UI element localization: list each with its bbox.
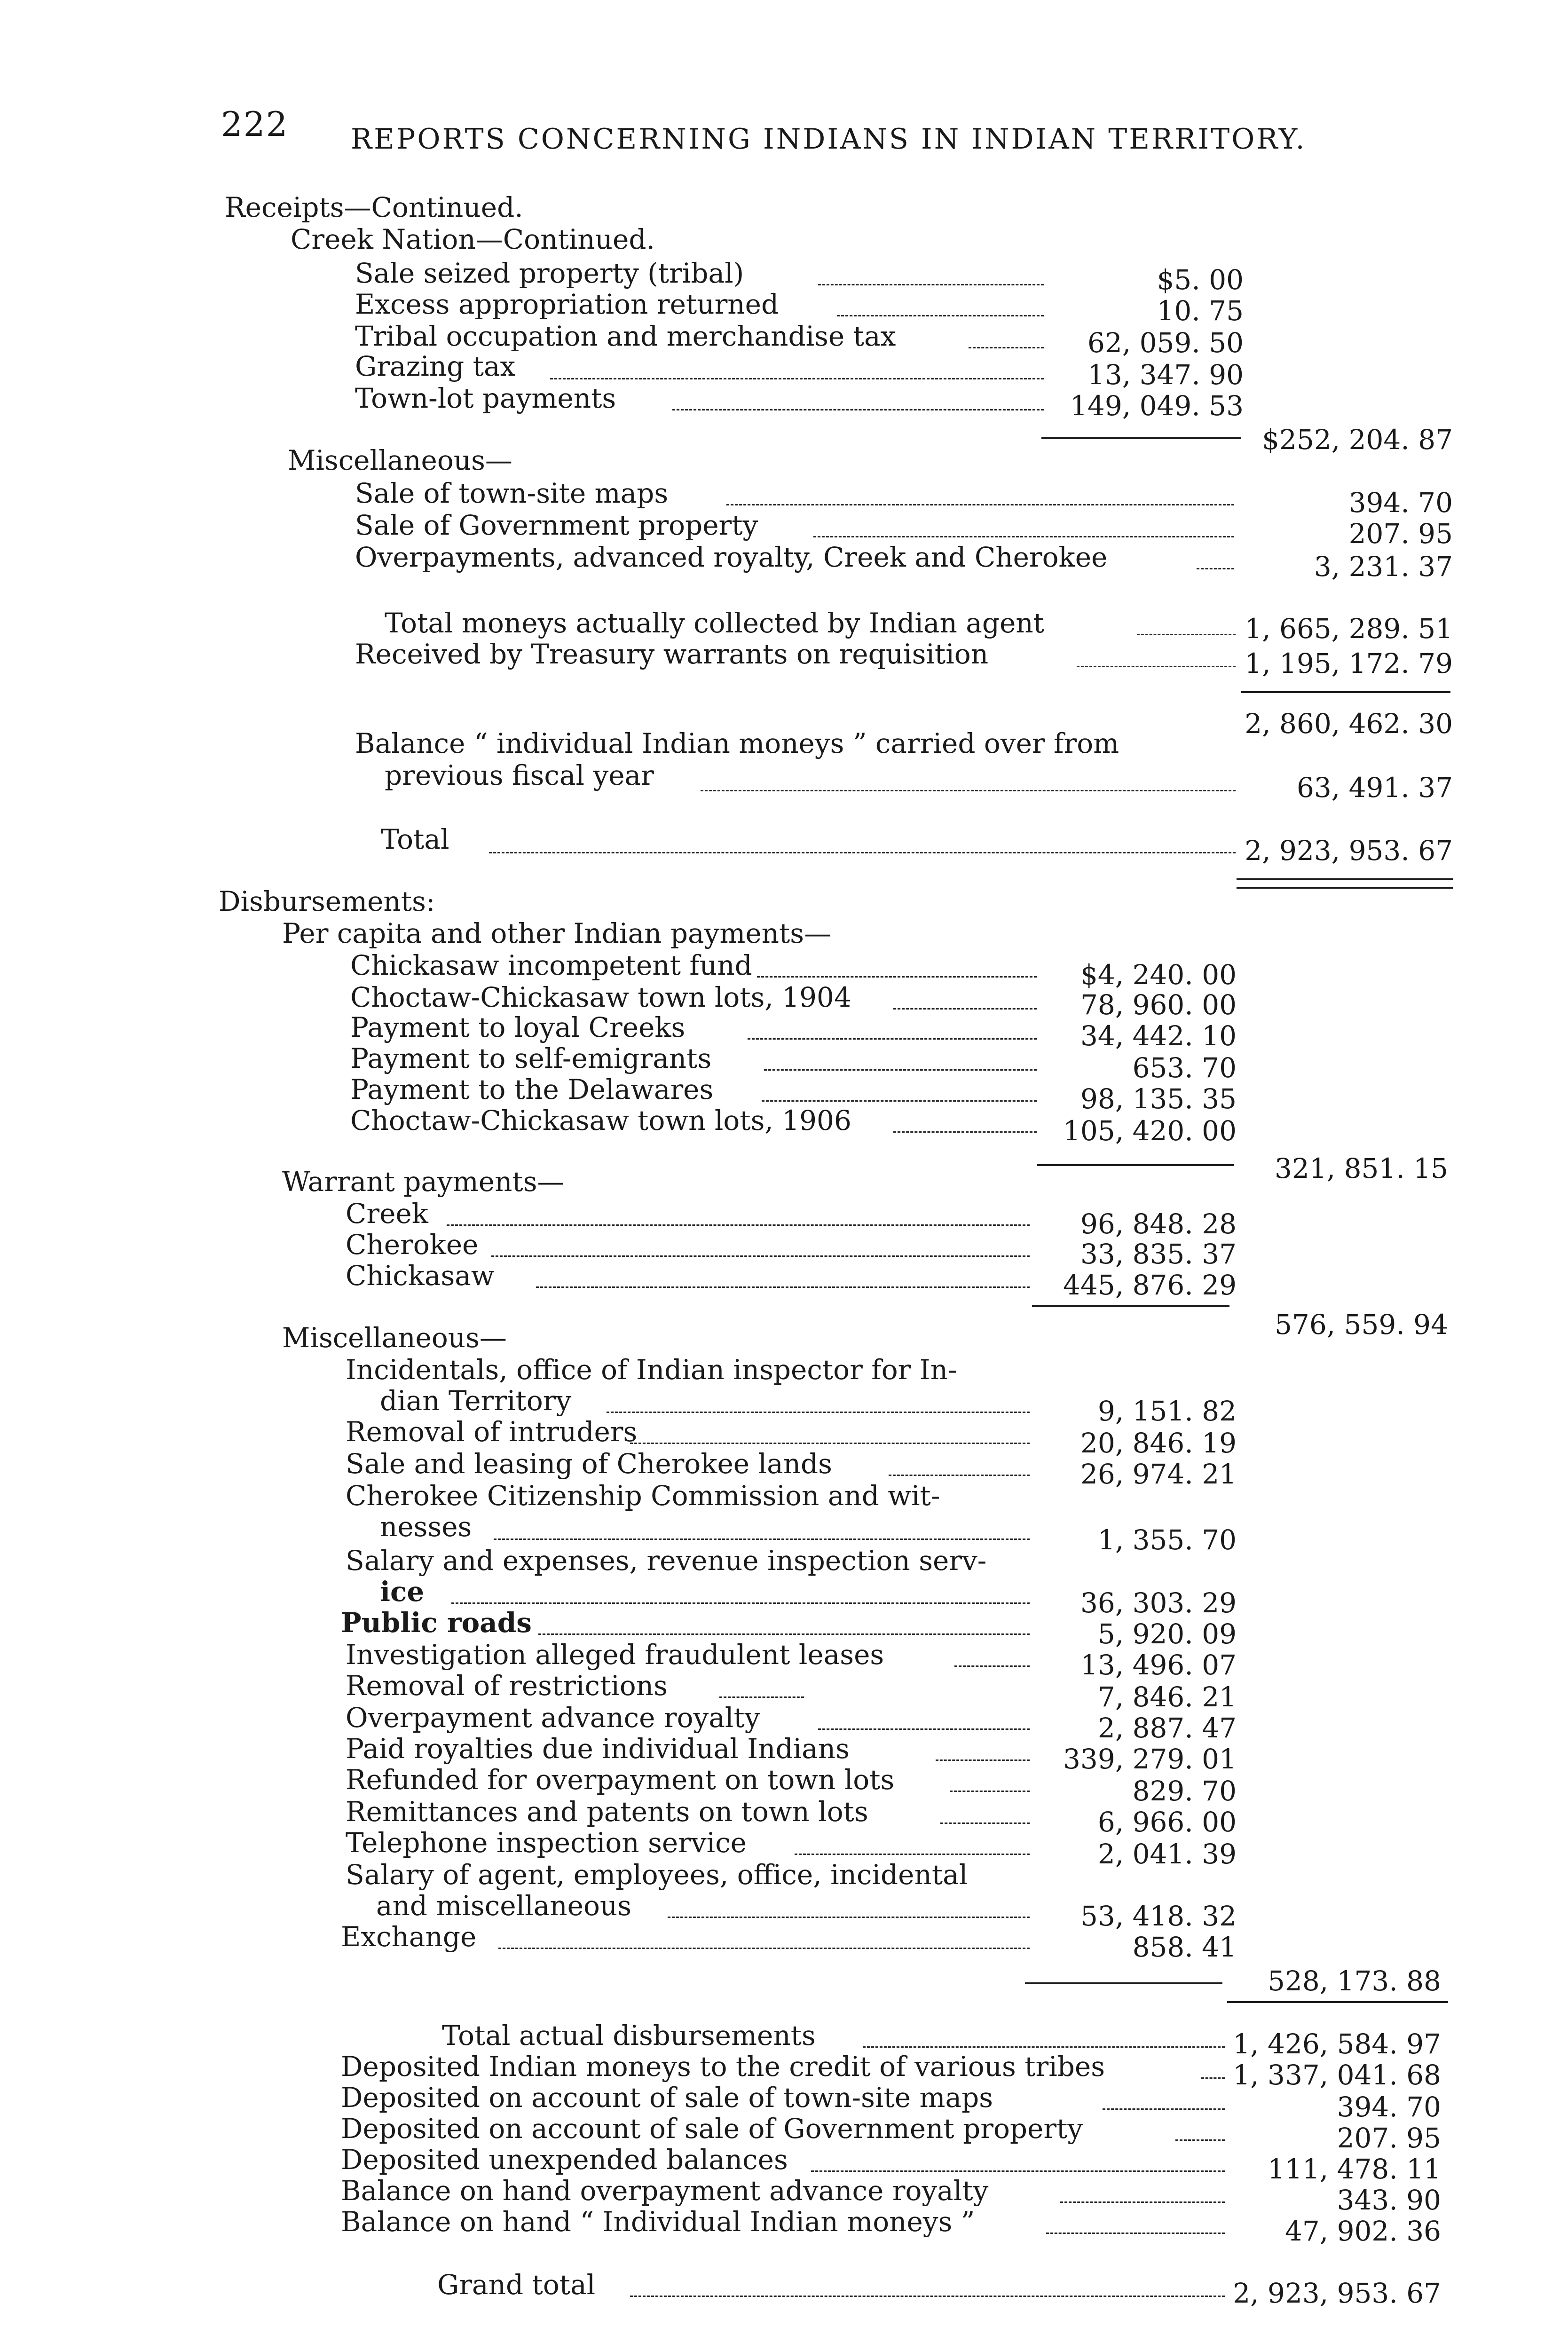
- line-label: Payment to self-emigrants: [350, 1042, 712, 1074]
- dot-leader: [813, 536, 1234, 537]
- line-label: Cherokee Citizenship Commission and wit-: [346, 1480, 940, 1512]
- dot-leader: [630, 2296, 1225, 2297]
- dot-leader: [1103, 2108, 1225, 2110]
- line-label: Excess appropriation returned: [355, 288, 779, 320]
- summary-amount: 47, 902. 36: [1284, 2215, 1441, 2247]
- dot-leader: [1175, 2139, 1225, 2141]
- summary-label: Deposited unexpended balances: [341, 2144, 788, 2176]
- line-amount: 858. 41: [1132, 1931, 1237, 1963]
- summary-amount: 343. 90: [1337, 2184, 1441, 2216]
- dot-leader: [950, 1791, 1030, 1792]
- summary-amount: 207. 95: [1337, 2122, 1441, 2154]
- line-label: Payment to the Delawares: [350, 1073, 714, 1105]
- line-label: Chickasaw incompetent fund: [350, 949, 752, 981]
- dot-leader: [1077, 666, 1236, 667]
- dot-leader: [969, 347, 1044, 348]
- line-amount: 34, 442. 10: [1080, 1020, 1237, 1052]
- total-label: Total: [381, 823, 449, 855]
- summary-label: Deposited on account of sale of town-site maps: [341, 2082, 993, 2114]
- line-label: Overpayment advance royalty: [346, 1702, 760, 1734]
- line-label: Telephone inspection service: [346, 1827, 747, 1859]
- dot-leader: [889, 1475, 1030, 1476]
- dot-leader: [489, 852, 1236, 853]
- line-amount: 6, 966. 00: [1097, 1806, 1237, 1838]
- balance-label: Balance “ individual Indian moneys ” carried over from: [355, 727, 1119, 759]
- page-title: REPORTS CONCERNING INDIANS IN INDIAN TERRITORY.: [351, 123, 1307, 156]
- dot-leader: [726, 504, 1234, 505]
- dot-leader: [447, 1224, 1030, 1226]
- receipts-sum: 2, 860, 462. 30: [1245, 708, 1453, 740]
- sum-rule: [1241, 691, 1450, 693]
- dot-leader: [837, 315, 1044, 316]
- dot-leader: [764, 1069, 1037, 1071]
- dot-leader: [757, 976, 1037, 978]
- per-capita-subtotal: 321, 851. 15: [1275, 1152, 1448, 1184]
- line-label-cont: dian Territory: [380, 1385, 572, 1417]
- dot-leader: [536, 1286, 1030, 1288]
- line-label: Choctaw-Chickasaw town lots, 1906: [350, 1104, 851, 1136]
- dot-leader: [498, 1948, 1030, 1949]
- dot-leader: [1197, 568, 1234, 569]
- line-label: Removal of restrictions: [346, 1670, 668, 1702]
- line-label: Tribal occupation and merchandise tax: [355, 320, 896, 352]
- line-amount: 36, 303. 29: [1080, 1587, 1237, 1619]
- total-collected: 1, 665, 289. 51: [1245, 613, 1453, 645]
- summary-amount: 1, 337, 041. 68: [1233, 2059, 1441, 2091]
- dot-leader: [1060, 2201, 1225, 2203]
- line-amount: 7, 846. 21: [1097, 1681, 1237, 1713]
- line-amount: 2, 041. 39: [1097, 1838, 1237, 1870]
- line-label: Creek: [346, 1198, 428, 1230]
- line-amount: 2, 887. 47: [1097, 1712, 1237, 1744]
- line-amount: 53, 418. 32: [1080, 1900, 1237, 1932]
- line-label: Sale seized property (tribal): [355, 257, 744, 289]
- dot-leader: [538, 1633, 1030, 1635]
- line-amount: 78, 960. 00: [1080, 989, 1237, 1021]
- line-label: Overpayments, advanced royalty, Creek and Cherokee: [355, 541, 1108, 573]
- dot-leader: [748, 1038, 1037, 1040]
- line-amount: 339, 279. 01: [1063, 1743, 1237, 1775]
- dot-leader: [936, 1759, 1030, 1761]
- line-label: Payment to loyal Creeks: [350, 1011, 686, 1043]
- double-rule: [1237, 878, 1453, 880]
- line-label: Chickasaw: [346, 1260, 495, 1292]
- creek-subtotal: $252, 204. 87: [1262, 424, 1453, 456]
- line-label-cont: and miscellaneous: [376, 1890, 632, 1922]
- line-amount: 445, 876. 29: [1063, 1269, 1237, 1301]
- treasury-amount: 1, 195, 172. 79: [1245, 647, 1453, 679]
- line-label: Salary of agent, employees, office, incidental: [346, 1859, 968, 1891]
- line-label: Investigation alleged fraudulent leases: [346, 1639, 884, 1671]
- line-amount: 33, 835. 37: [1080, 1238, 1237, 1270]
- dot-leader: [630, 1443, 1030, 1444]
- line-amount: 62, 059. 50: [1087, 327, 1244, 359]
- line-label-cont: ice: [380, 1576, 425, 1608]
- dot-leader: [818, 1728, 1030, 1730]
- grand-total-label: Grand total: [437, 2269, 596, 2301]
- subtotal-rule: [1041, 437, 1241, 439]
- dot-leader: [668, 1917, 1030, 1918]
- warrant-subtotal: 576, 559. 94: [1275, 1309, 1448, 1341]
- line-amount: 394. 70: [1348, 487, 1453, 519]
- summary-label: Balance on hand overpayment advance royalty: [341, 2175, 989, 2207]
- dot-leader: [795, 1854, 1030, 1855]
- line-amount: 105, 420. 00: [1063, 1115, 1237, 1147]
- dot-leader: [451, 1602, 1030, 1604]
- summary-amount: 394. 70: [1337, 2091, 1441, 2123]
- dot-leader: [762, 1100, 1037, 1102]
- double-rule: [1237, 887, 1453, 889]
- line-amount: 1, 355. 70: [1097, 1524, 1237, 1556]
- line-amount: 9, 151. 82: [1097, 1395, 1237, 1427]
- balance-label-cont: previous fiscal year: [385, 759, 654, 791]
- line-amount: 96, 848. 28: [1080, 1208, 1237, 1240]
- dot-leader: [494, 1538, 1030, 1540]
- line-label: Sale and leasing of Cherokee lands: [346, 1448, 832, 1480]
- dot-leader: [719, 1696, 804, 1698]
- warrant-heading: Warrant payments—: [282, 1166, 565, 1198]
- line-amount: 3, 231. 37: [1314, 551, 1453, 583]
- page-number: 222: [221, 104, 289, 144]
- dot-leader: [940, 1822, 1030, 1824]
- dot-leader: [818, 284, 1044, 285]
- line-amount: 13, 347. 90: [1087, 359, 1244, 391]
- disbursements-heading: Disbursements:: [219, 885, 435, 917]
- line-label: Salary and expenses, revenue inspection serv-: [346, 1545, 987, 1577]
- line-label: Sale of Government property: [355, 509, 758, 541]
- line-label-cont: nesses: [380, 1511, 472, 1543]
- summary-label: Balance on hand “ Individual Indian moneys ”: [341, 2206, 975, 2238]
- line-label: Public roads: [341, 1607, 532, 1639]
- summary-label: Deposited on account of sale of Government property: [341, 2113, 1083, 2145]
- line-label: Choctaw-Chickasaw town lots, 1904: [350, 981, 851, 1013]
- misc-heading: Miscellaneous—: [288, 444, 512, 476]
- line-amount: 149, 049. 53: [1070, 390, 1244, 422]
- balance-amount: 63, 491. 37: [1296, 772, 1453, 804]
- line-amount: 10. 75: [1157, 295, 1244, 327]
- line-amount: 5, 920. 09: [1097, 1618, 1237, 1650]
- line-label: Refunded for overpayment on town lots: [346, 1764, 895, 1796]
- line-label: Exchange: [341, 1921, 477, 1953]
- sum-rule: [1227, 2001, 1448, 2003]
- dot-leader: [701, 790, 1236, 791]
- dot-leader: [954, 1665, 1030, 1667]
- dot-leader: [1046, 2233, 1225, 2234]
- summary-amount: 111, 478. 11: [1268, 2153, 1441, 2185]
- dot-leader: [893, 1008, 1037, 1010]
- summary-label: Deposited Indian moneys to the credit of various tribes: [341, 2051, 1105, 2083]
- per-capita-heading: Per capita and other Indian payments—: [282, 917, 832, 949]
- line-amount: $5. 00: [1157, 264, 1244, 296]
- line-label: Paid royalties due individual Indians: [346, 1733, 850, 1765]
- dot-leader: [1137, 634, 1236, 635]
- dot-leader: [893, 1131, 1037, 1133]
- line-label: Sale of town-site maps: [355, 477, 669, 509]
- misc-subtotal: 528, 173. 88: [1268, 1965, 1441, 1997]
- treasury-label: Received by Treasury warrants on requisition: [355, 638, 989, 670]
- line-amount: 207. 95: [1348, 518, 1453, 550]
- dot-leader: [672, 409, 1044, 410]
- dot-leader: [863, 2046, 1225, 2048]
- line-label: Grazing tax: [355, 350, 516, 382]
- summary-amount: 1, 426, 584. 97: [1233, 2028, 1441, 2060]
- line-label: Removal of intruders: [346, 1416, 638, 1448]
- line-amount: 653. 70: [1132, 1052, 1237, 1084]
- misc-heading: Miscellaneous—: [282, 1322, 507, 1354]
- line-amount: $4, 240. 00: [1080, 959, 1237, 991]
- line-amount: 26, 974. 21: [1080, 1458, 1237, 1490]
- dot-leader: [1201, 2077, 1225, 2079]
- receipts-heading: Receipts—Continued.: [225, 191, 523, 223]
- line-label: Incidentals, office of Indian inspector for In-: [346, 1354, 957, 1386]
- total-collected-label: Total moneys actually collected by Indian agent: [385, 607, 1044, 639]
- dot-leader: [491, 1255, 1030, 1257]
- subtotal-rule: [1037, 1164, 1234, 1166]
- summary-label: Total actual disbursements: [442, 2020, 816, 2051]
- subtotal-rule: [1025, 1982, 1222, 1984]
- dot-leader: [550, 378, 1044, 379]
- dot-leader: [811, 2170, 1225, 2172]
- line-amount: 829. 70: [1132, 1775, 1237, 1807]
- line-amount: 13, 496. 07: [1080, 1649, 1237, 1681]
- receipts-total: 2, 923, 953. 67: [1245, 835, 1453, 867]
- line-amount: 98, 135. 35: [1080, 1083, 1237, 1115]
- subtotal-rule: [1032, 1305, 1229, 1307]
- line-amount: 20, 846. 19: [1080, 1427, 1237, 1459]
- grand-total: 2, 923, 953. 67: [1233, 2277, 1441, 2309]
- line-label: Town-lot payments: [355, 382, 616, 414]
- line-label: Cherokee: [346, 1229, 479, 1261]
- line-label: Remittances and patents on town lots: [346, 1796, 868, 1828]
- dot-leader: [607, 1412, 1030, 1413]
- creek-nation-heading: Creek Nation—Continued.: [291, 223, 655, 255]
